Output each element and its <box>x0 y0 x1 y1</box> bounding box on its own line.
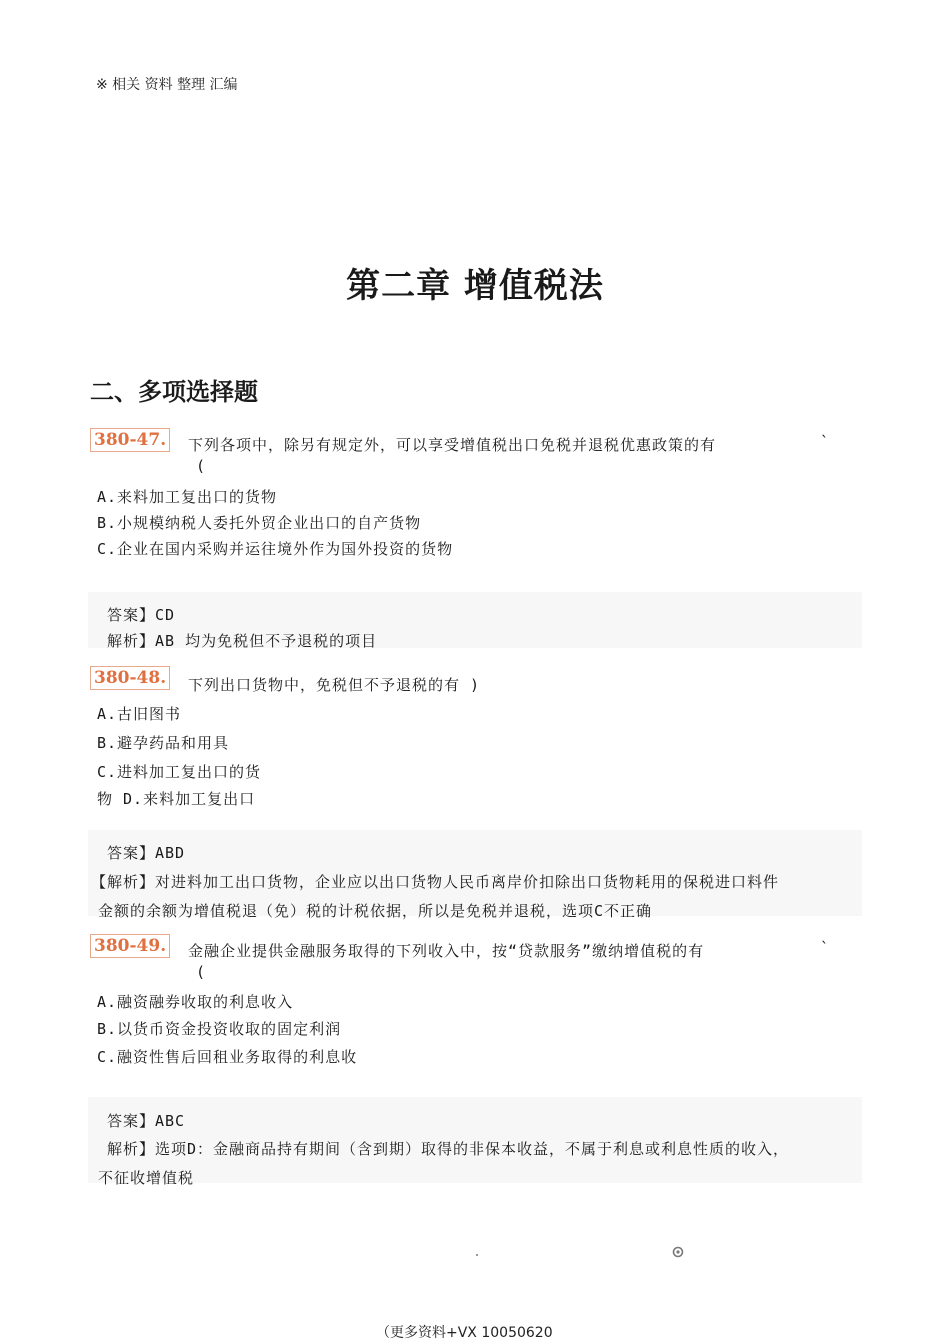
answer-47: 答案】CD <box>107 606 176 624</box>
question-paren-47: ( <box>196 457 206 475</box>
option-a-48: A.古旧图书 <box>97 705 182 723</box>
option-b-49: B.以货币资金投资收取的固定利润 <box>97 1020 342 1038</box>
question-number-49: 380-49. <box>90 934 170 958</box>
question-tail-mark-49: ` <box>820 939 830 957</box>
option-d-48: 物 D.来料加工复出口 <box>97 790 256 808</box>
answer-box-47 <box>88 592 862 648</box>
header-clipped-text <box>96 70 396 93</box>
question-text-47: 下列各项中，除另有规定外，可以享受增值税出口免税并退税优惠政策的有 <box>188 436 717 454</box>
question-number-47: 380-47. <box>90 428 170 452</box>
header-text: ※ 相关 资料 整理 汇编 <box>96 77 238 93</box>
question-paren-49: ( <box>196 963 206 981</box>
analysis-47: 解析】AB 均为免税但不予退税的项目 <box>107 632 378 650</box>
spiral-mark-icon <box>672 1246 684 1258</box>
answer-48: 答案】ABD <box>107 844 186 862</box>
analysis-48-continued: 金额的余额为增值税退（免）税的计税依据，所以是免税并退税，选项C不正确 <box>98 902 653 920</box>
option-c-49: C.融资性售后回租业务取得的利息收 <box>97 1048 358 1066</box>
question-text-48-clip <box>188 670 788 694</box>
option-a-47: A.来料加工复出口的货物 <box>97 488 278 506</box>
option-c-47: C.企业在国内采购并运往境外作为国外投资的货物 <box>97 540 454 558</box>
chapter-title: 第二章 增值税法 <box>346 266 604 306</box>
section-title: 二、多项选择题 <box>90 378 258 406</box>
stray-dot <box>476 1254 478 1256</box>
option-c-48: C.进料加工复出口的货 <box>97 763 262 781</box>
option-b-47: B.小规模纳税人委托外贸企业出口的自产货物 <box>97 514 422 532</box>
footer-text: （更多资料+VX 10050620 <box>376 1325 553 1341</box>
option-a-49: A.融资融券收取的利息收入 <box>97 993 294 1011</box>
answer-49: 答案】ABC <box>107 1112 186 1130</box>
option-d-48-clip <box>97 788 397 808</box>
question-tail-mark-47: ` <box>820 433 830 451</box>
question-text-49: 金融企业提供金融服务取得的下列收入中，按“贷款服务”缴纳增值税的有 <box>188 942 705 960</box>
question-text-48: 下列出口货物中，免税但不予退税的有 ) <box>188 676 481 694</box>
analysis-48: 【解析】对进料加工出口货物，企业应以出口货物人民币离岸价扣除出口货物耗用的保税进口料件 <box>91 873 780 891</box>
option-b-48: B.避孕药品和用具 <box>97 734 230 752</box>
answer-box-49 <box>88 1097 862 1187</box>
question-number-48: 380-48. <box>90 666 170 690</box>
analysis-49: 解析】选项D：金融商品持有期间（含到期）取得的非保本收益，不属于利息或利息性质的收入， <box>107 1140 790 1158</box>
analysis-49-continued: 不征收增值税 <box>98 1169 195 1187</box>
answer-box-48 <box>88 830 862 920</box>
